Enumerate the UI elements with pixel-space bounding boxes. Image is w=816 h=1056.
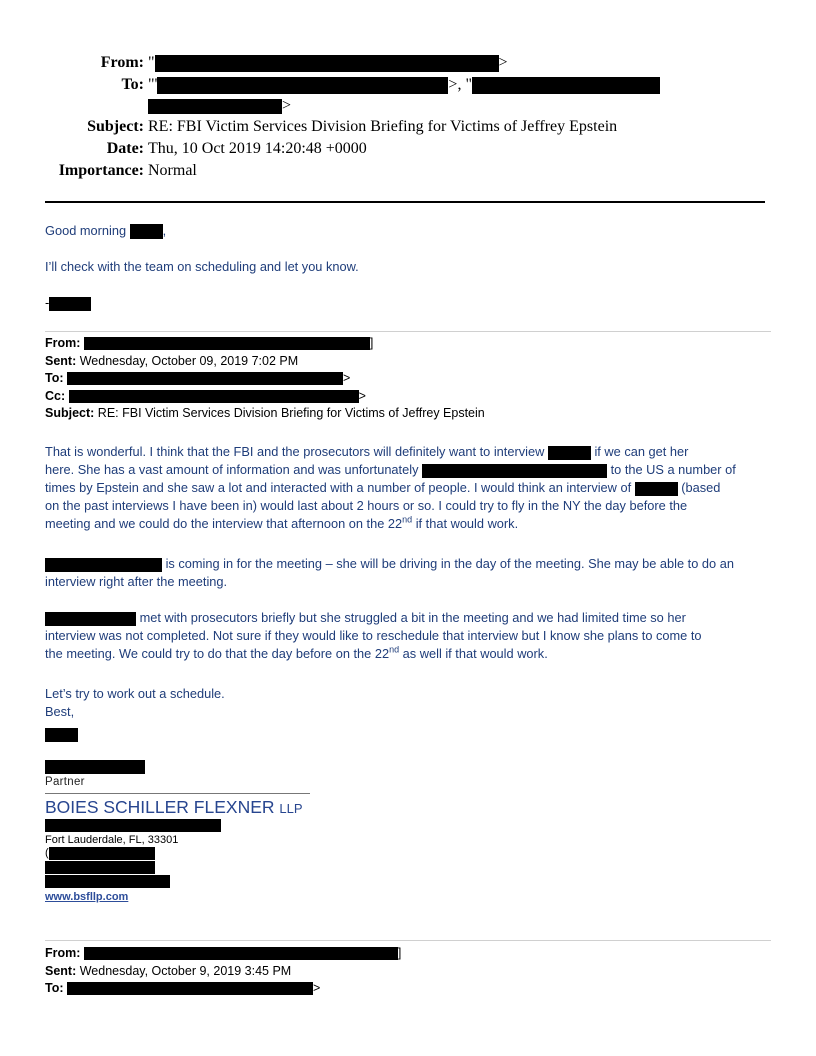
header-to-row-cont xyxy=(0,96,816,116)
forward2-to-suffix: > xyxy=(313,981,321,995)
greeting-text: Good morning xyxy=(45,223,127,238)
redaction-block xyxy=(45,612,136,626)
reply-signoff xyxy=(45,294,91,312)
redaction-block xyxy=(155,55,499,72)
p3-text-b: interview was not completed. Not sure if they would like to reschedule that interview but I know she plans to come to xyxy=(45,628,702,643)
redaction-block xyxy=(157,77,448,94)
forward1-sent-value: Wednesday, October 09, 2019 7:02 PM xyxy=(79,353,299,368)
firm-suffix: LLP xyxy=(279,801,303,816)
sign-dash: - xyxy=(45,295,50,310)
forward2-to-row xyxy=(45,980,401,998)
header-subject-label: Subject: xyxy=(87,118,144,135)
redaction-block xyxy=(49,847,155,860)
phone-prefix: ( xyxy=(45,847,49,859)
p1-text-d: to the US a number of xyxy=(610,462,736,477)
redaction-block xyxy=(69,390,359,403)
reply-line: I’ll check with the team on scheduling and let you know. xyxy=(45,259,359,274)
redaction-block xyxy=(45,558,162,572)
header-to-quote: "' xyxy=(148,76,158,93)
header-date-value: Thu, 10 Oct 2019 14:20:48 +0000 xyxy=(148,140,367,157)
forward1-sent-label: Sent: xyxy=(45,353,77,368)
forward1-cc-label: Cc: xyxy=(45,388,66,403)
redaction-block xyxy=(45,819,221,832)
forward2-header xyxy=(45,945,401,998)
forward1-to-suffix: > xyxy=(343,371,351,385)
redaction-block xyxy=(49,297,91,311)
p1-text-a: That is wonderful. I think that the FBI and the prosecutors will definitely want to interview xyxy=(45,444,545,459)
header-divider xyxy=(45,201,765,203)
redaction-block xyxy=(45,875,170,888)
forward1-sent-row xyxy=(45,353,485,371)
header-to-suffix: > xyxy=(282,97,292,114)
header-subject-row xyxy=(0,116,816,138)
signature-block xyxy=(45,760,310,903)
firm-logo-text xyxy=(45,797,310,818)
header-to-label: To: xyxy=(121,76,144,93)
header-from-row xyxy=(0,52,816,74)
forward1-to-label: To: xyxy=(45,371,64,385)
redaction-block xyxy=(472,77,660,94)
signature-city: Fort Lauderdale, FL, 33301 xyxy=(45,834,179,846)
forward-divider xyxy=(45,331,771,332)
redaction-block xyxy=(45,760,145,774)
p3-text-c: the meeting. We could try to do that the day before on the 22 xyxy=(45,646,390,661)
forward1-from-label: From: xyxy=(45,336,81,350)
p2-text-a: is coming in for the meeting – she will be driving in the day of the meeting. She may be able to do an xyxy=(165,556,734,571)
header-importance-value: Normal xyxy=(148,162,197,179)
redaction-block xyxy=(635,482,678,496)
paragraph-3 xyxy=(45,609,769,663)
header-date-row xyxy=(0,138,816,160)
p3-text-a: met with prosecutors briefly but she struggled a bit in the meeting and we had limited time so her xyxy=(139,610,686,625)
email-header xyxy=(0,52,816,182)
greeting-comma: , xyxy=(162,223,167,238)
header-importance-row xyxy=(0,160,816,182)
forward1-from-suffix: ] xyxy=(369,336,374,350)
p1-text-h: meeting and we could do the interview that afternoon on the 22 xyxy=(45,516,403,531)
redaction-block xyxy=(548,446,591,460)
p1-text-e: times by Epstein and she saw a lot and interacted with a number of people. I would think an interview of xyxy=(45,480,632,495)
redaction-block xyxy=(84,337,370,350)
forward2-sent-row xyxy=(45,963,401,981)
forward1-from-row xyxy=(45,335,485,353)
p1-text-i: if that would work. xyxy=(415,516,519,531)
signature-phone-row xyxy=(45,846,310,860)
redaction-block xyxy=(45,728,78,742)
p2-text-b: interview right after the meeting. xyxy=(45,574,228,589)
redaction-block xyxy=(84,947,398,960)
forward2-to-label: To: xyxy=(45,981,64,995)
p1-text-f: (based xyxy=(681,480,721,495)
redaction-block xyxy=(422,464,607,478)
closing-line-1: Let’s try to work out a schedule. xyxy=(45,686,225,701)
redaction-block xyxy=(130,224,163,239)
forward2-from-suffix: ] xyxy=(397,946,402,960)
signature-title: Partner xyxy=(45,776,85,788)
p3-superscript: nd xyxy=(389,644,400,655)
p3-text-d: as well if that would work. xyxy=(402,646,548,661)
forward2-sent-label: Sent: xyxy=(45,963,77,978)
forward2-from-row xyxy=(45,945,401,963)
forward1-subject-label: Subject: xyxy=(45,406,95,420)
website-link[interactable]: www.bsfllp.com xyxy=(45,891,129,903)
header-from-suffix: > xyxy=(498,54,508,71)
header-from-label: From: xyxy=(100,54,144,71)
header-to-mid: >, " xyxy=(448,76,472,93)
forward1-cc-suffix: > xyxy=(358,388,366,403)
firm-name: BOIES SCHILLER FLEXNER xyxy=(45,797,275,817)
forward2-from-label: From: xyxy=(45,946,81,960)
forward2-sent-value: Wednesday, October 9, 2019 3:45 PM xyxy=(79,963,292,978)
header-importance-label: Importance: xyxy=(58,162,144,179)
signature-rule xyxy=(45,793,310,794)
paragraph-1 xyxy=(45,443,769,533)
header-date-label: Date: xyxy=(106,140,144,157)
redaction-block xyxy=(45,861,155,874)
redaction-block xyxy=(67,372,343,385)
header-subject-value: RE: FBI Victim Services Division Briefing for Victims of Jeffrey Epstein xyxy=(148,118,618,135)
forward-divider-2 xyxy=(45,940,771,941)
header-to-row xyxy=(0,74,816,96)
paragraph-2 xyxy=(45,555,769,591)
p1-text-g: on the past interviews I have been in) would last about 2 hours or so. I could try to fly in the NY the day before the xyxy=(45,498,688,513)
closing xyxy=(45,685,769,743)
redaction-block xyxy=(148,99,282,114)
forward1-header xyxy=(45,335,485,423)
greeting-line xyxy=(45,222,166,240)
p1-superscript: nd xyxy=(402,514,413,525)
forward1-to-row xyxy=(45,370,485,388)
header-from-quote: " xyxy=(148,54,155,71)
p1-text-b: if we can get her xyxy=(594,444,689,459)
forward1-cc-row xyxy=(45,388,485,406)
forward1-subject-row xyxy=(45,405,485,423)
p1-text-c: here. She has a vast amount of information and was unfortunately xyxy=(45,462,419,477)
redaction-block xyxy=(67,982,313,995)
forward1-subject-value: RE: FBI Victim Services Division Briefing for Victims of Jeffrey Epstein xyxy=(97,406,485,420)
closing-line-2: Best, xyxy=(45,704,75,719)
